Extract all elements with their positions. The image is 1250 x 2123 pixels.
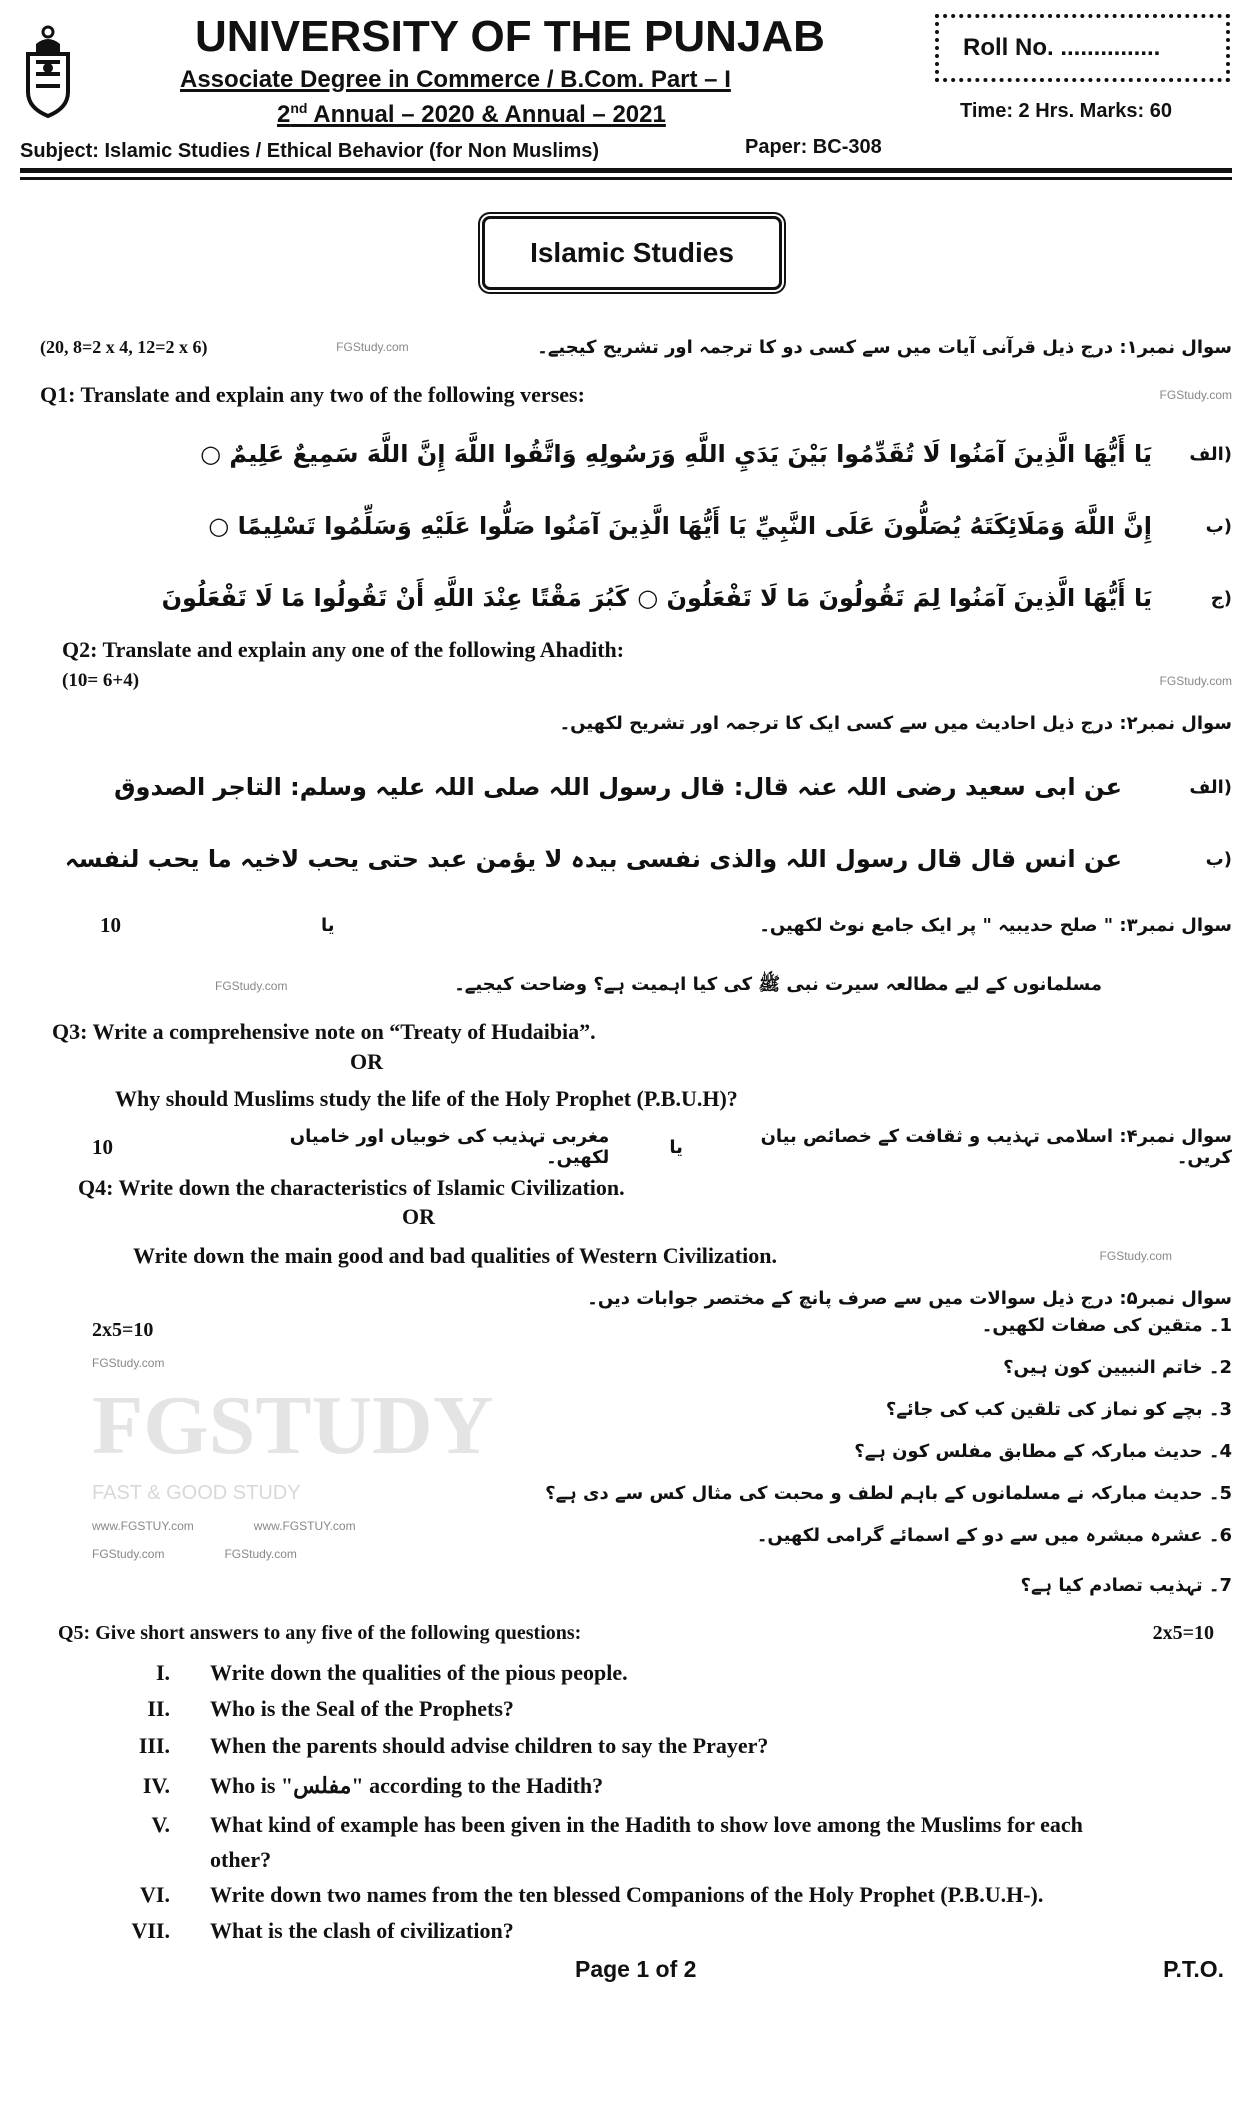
session-suffix: nd [290,100,308,116]
university-title: UNIVERSITY OF THE PUNJAB [195,12,825,61]
roll-number-field[interactable]: Roll No. ............... [963,34,1161,61]
q5-item: What kind of example has been given in the Hadith to show love among the Muslims for each [210,1812,1083,1837]
q5-item-row [20,1877,1232,1913]
q5-urdu-row [20,1281,1232,1315]
q3-urdu-a: سوال نمبر۳: " صلح حدیبیہ " پر ایک جامع نوٹ لکھیں۔ [759,914,1232,936]
q5-item-row [20,1655,1232,1691]
watermark-text: FGStudy.com [224,1547,297,1561]
section-title-box [482,216,782,290]
q5-urdu-instruction: سوال نمبر۵: درج ذیل سوالات میں سے صرف پانچ کے مختصر جوابات دیں۔ [587,1287,1232,1309]
q5-item-number: V. [151,1812,170,1837]
q4-question-b: Write down the main good and bad qualities of Western Civilization. [133,1243,777,1268]
q5-item-continuation: other? [210,1847,272,1872]
header-divider [20,177,1232,180]
q3-or: OR [350,1049,383,1074]
q5-item-row [20,1691,1232,1727]
q5-item-number: II. [147,1696,170,1721]
q5-urdu-item: 6۔ عشرہ مبشرہ میں سے دو کے اسمائے گرامی لکھیں۔ [756,1525,1232,1546]
watermark-group [92,1547,493,1561]
q3-urdu-b: مسلمانوں کے لیے مطالعہ سیرت نبی ﷺ کی کیا اہمیت ہے؟ وضاحت کیجیے۔ [454,974,1102,995]
q4-or-row [20,1203,1232,1231]
watermark-fgstudy: FGSTUDY [92,1379,494,1472]
hadith-a-label: (الف [1189,776,1232,798]
q5-item: Who is the Seal of the Prophets? [210,1696,514,1721]
hadith-a-row [20,751,1232,823]
verse-c: يَا أَيُّهَا الَّذِينَ آمَنُوا لِمَ تَقُولُونَ مَا لَا تَفْعَلُونَ ○ كَبُرَ مَقْتًا عِنْدَ اللَّهِ أَنْ تَقُولُوا مَا لَا تَفْعَلُونَ [161,583,1152,612]
hadith-b-row [20,823,1232,895]
q5-item-number: III. [138,1733,170,1758]
q4-urdu-a: سوال نمبر۴: اسلامی تہذیب و ثقافت کے خصائص بیان کریں۔ [760,1126,1232,1168]
q4-question-a: Q4: Write down the characteristics of Islamic Civilization. [78,1175,625,1200]
session-number: 2 [277,101,291,128]
q1-instruction: Q1: Translate and explain any two of the following verses: [40,382,585,407]
q3-marks: 10 [100,912,121,937]
watermark-text: www.FGSTUY.com [253,1519,356,1533]
q1-marks: (20, 8=2 x 4, 12=2 x 6) [40,336,208,357]
q5-item-row [20,1727,1232,1765]
verse-a: يَا أَيُّهَا الَّذِينَ آمَنُوا لَا تُقَدِّمُوا بَيْنَ يَدَيِ اللَّهِ وَرَسُولِهِ وَاتَّقُوا اللَّهَ إِنَّ اللَّهَ سَمِيعٌ عَلِيمٌ ○ [200,439,1152,468]
time-marks: Time: 2 Hrs. Marks: 60 [960,100,1172,122]
university-crest-logo [20,22,76,123]
q3-question-a-row [20,1017,1232,1047]
q2-urdu-row [20,696,1232,751]
q2-instruction-row [20,634,1232,666]
q3-or-row [20,1047,1232,1077]
watermark-tagline: FAST & GOOD STUDY [92,1482,301,1504]
q4-or-urdu: یا [669,1136,683,1158]
header-divider [20,168,1232,173]
verse-b: إِنَّ اللَّهَ وَمَلَائِكَتَهُ يُصَلُّونَ عَلَى النَّبِيِّ يَا أَيُّهَا الَّذِينَ آمَنُوا صَلُّوا عَلَيْهِ وَسَلِّمُوا تَسْلِيمًا ○ [208,511,1152,540]
q5-urdu-item: 3۔ بچے کو نماز کی تلقین کب کی جائے؟ [885,1399,1232,1420]
verse-c-label: (ج [1210,587,1232,609]
q3-question-b-row [20,1077,1232,1121]
q1-urdu-instruction: سوال نمبر۱: درج ذیل قرآنی آیات میں سے کسی دو کا ترجمہ اور تشریح کیجیے۔ [537,336,1232,358]
q5-item-row [20,1843,1232,1877]
watermark-column [20,1315,493,1561]
q1-header-row [20,322,1232,372]
q5-urdu-item: 4۔ حدیث مبارکہ کے مطابق مفلس کون ہے؟ [854,1441,1232,1462]
q2-marks-row [20,666,1232,696]
q3-question-a: Q3: Write a comprehensive note on “Treaty of Hudaibia”. [52,1019,596,1044]
verse-c-row [20,562,1232,634]
footer-row [20,1949,1232,1989]
q4-question-a-row [20,1173,1232,1203]
q3-question-b: Why should Muslims study the life of the Holy Prophet (P.B.U.H)? [115,1086,738,1111]
please-turn-over: P.T.O. [1163,1955,1224,1982]
q5-item-row [20,1765,1232,1807]
section-title: Islamic Studies [530,237,734,268]
q3-or-urdu: یا [321,914,335,936]
verse-a-row [20,418,1232,490]
verse-b-row [20,490,1232,562]
q5-urdu-block [20,1315,1232,1611]
degree-title: Associate Degree in Commerce / B.Com. Part – I [180,66,731,93]
watermark-group [92,1519,493,1533]
q5-urdu-item: 2۔ خاتم النبیین کون ہیں؟ [1003,1357,1232,1378]
q5-urdu-items [545,1315,1232,1611]
hadith-a: عن ابی سعید رضی اللہ عنہ قال: قال رسول اللہ صلی اللہ علیہ وسلم: التاجر الصدوق [114,772,1122,801]
watermark-text: www.FGSTUY.com [92,1519,194,1533]
page-number: Page 1 of 2 [575,1955,697,1982]
watermark-text: FGStudy.com [92,1356,165,1370]
q5-item-row [20,1913,1232,1949]
q5-instruction: Q5: Give short answers to any five of the following questions: [58,1621,582,1644]
q3-urdu-row [20,895,1232,955]
watermark-text: FGStudy.com [215,979,288,993]
q2-instruction: Q2: Translate and explain any one of the following Ahadith: [62,637,625,662]
q4-question-b-row [20,1231,1232,1281]
q5-item: Write down two names from the ten blessed Companions of the Holy Prophet (P.B.U.H-). [210,1882,1044,1907]
q4-urdu-row [20,1121,1232,1173]
q2-marks: (10= 6+4) [62,670,140,691]
q1-instruction-row [20,372,1232,418]
watermark-text: FGStudy.com [1159,674,1232,688]
q2-urdu-instruction: سوال نمبر۲: درج ذیل احادیث میں سے کسی ایک کا ترجمہ اور تشریح لکھیں۔ [559,713,1232,734]
question-paper-body [20,322,1232,1989]
verse-a-label: (الف [1189,443,1232,465]
watermark-text: FGStudy.com [336,340,409,354]
q3-urdu-b-row [20,955,1232,1017]
q5-item: Write down the qualities of the pious people. [210,1660,628,1685]
subject-line: Subject: Islamic Studies / Ethical Behavior (for Non Muslims) [20,140,600,162]
q5-marks-left: 2x5=10 [92,1319,154,1341]
watermark-text: FGStudy.com [1099,1249,1172,1263]
q5-item: What is the clash of civilization? [210,1918,514,1943]
q4-urdu-b: مغربی تہذیب کی خوبیاں اور خامیاں لکھیں۔ [289,1126,610,1168]
q5-instruction-row [20,1611,1232,1655]
q5-item-row [20,1807,1232,1843]
session-text: Annual – 2020 & Annual – 2021 [307,101,666,128]
q5-item-number: I. [155,1660,170,1685]
q4-marks: 10 [92,1134,113,1159]
watermark-text: FGStudy.com [92,1547,165,1561]
q4-or: OR [402,1204,435,1229]
hadith-b-label: (ب [1205,848,1232,870]
verse-b-label: (ب [1205,515,1232,537]
q5-marks-right: 2x5=10 [1152,1621,1214,1644]
q5-item-number: IV. [142,1773,170,1798]
q5-urdu-item: 1۔ متقین کی صفات لکھیں۔ [981,1315,1232,1336]
hadith-b: عن انس قال قال رسول اللہ والذی نفسی بیدہ لا یؤمن عبد حتی یحب لاخیہ ما یحب لنفسہ [64,844,1122,873]
q5-urdu-item: 7۔ تہذیب تصادم کیا ہے؟ [1020,1575,1232,1596]
q5-item-number: VI. [140,1882,170,1907]
q5-item: When the parents should advise children to say the Prayer? [210,1733,769,1758]
q5-item-number: VII. [131,1918,170,1943]
watermark-text: FGStudy.com [1159,388,1232,402]
paper-code: Paper: BC-308 [745,136,882,158]
q5-urdu-item: 5۔ حدیث مبارکہ نے مسلمانوں کے باہم لطف و محبت کی مثال کس سے دی ہے؟ [545,1483,1232,1504]
q5-item: Who is "مفلس" according to the Hadith? [210,1773,604,1798]
exam-session [277,100,666,129]
